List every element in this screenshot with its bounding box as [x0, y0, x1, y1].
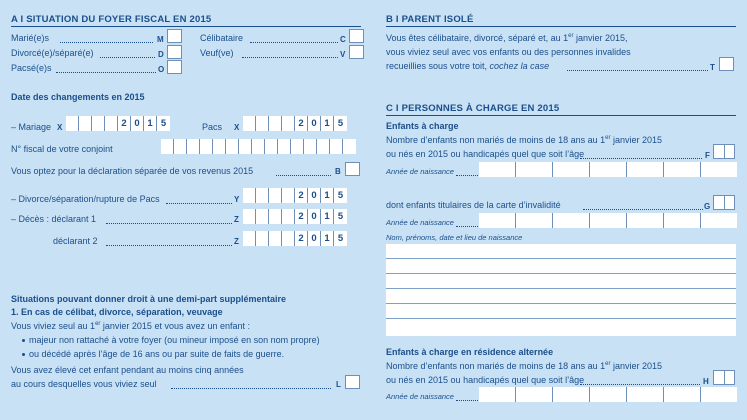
- separate-declaration-label: Vous optez pour la déclaration séparée de vos revenus 2015: [11, 166, 254, 176]
- dots: [106, 245, 232, 246]
- section-a-title: A I SITUATION DU FOYER FISCAL EN 2015: [11, 14, 212, 25]
- annee-naissance-label: Année de naissance: [386, 167, 454, 176]
- code-h: H: [703, 377, 709, 386]
- enfants-count-field[interactable]: [713, 144, 735, 159]
- dots: [567, 70, 708, 71]
- demi-part-title: Situations pouvant donner droit à une demi-part supplémentaire: [11, 294, 287, 304]
- section-c-underline: [386, 115, 736, 116]
- parent-isole-line-3: recueillies sous votre toit, cochez la case: [386, 61, 550, 71]
- eleve-checkbox[interactable]: [345, 375, 360, 389]
- dots: [60, 42, 153, 43]
- enfants-birth-years[interactable]: [479, 162, 737, 177]
- code-z: Z: [234, 237, 239, 246]
- parent-isole-line-1: Vous êtes célibataire, divorcé, séparé et, au 1er janvier 2015,: [386, 33, 628, 43]
- bullet-item-2: ou décédé après l’âge de 16 ans ou par suite de faits de guerre.: [22, 349, 284, 359]
- married-checkbox[interactable]: [167, 29, 182, 43]
- pacs-date-field[interactable]: 2 0 1 5: [243, 116, 347, 131]
- section-b-title: B I PARENT ISOLÉ: [386, 14, 474, 25]
- enfants-title: Enfants à charge: [386, 121, 459, 131]
- eleve-line-1: Vous avez élevé cet enfant pendant au moins cinq années: [11, 365, 244, 375]
- parent-isole-line-2: vous viviez seul avec vos enfants ou des personnes invalides: [386, 47, 631, 57]
- eleve-line-2: au cours desquelles vous viviez seul: [11, 379, 157, 389]
- dots: [580, 158, 702, 159]
- divorced-checkbox[interactable]: [167, 45, 182, 59]
- status-single-label: Célibataire: [200, 33, 244, 43]
- nom-prenoms-label: Nom, prénoms, date et lieu de naissance: [386, 233, 523, 242]
- dots: [242, 57, 338, 58]
- code-l: L: [336, 380, 341, 389]
- deces1-label: – Décès : déclarant 1: [11, 214, 97, 224]
- deces1-date-field[interactable]: 2 0 1 5: [243, 209, 347, 224]
- dots: [250, 42, 338, 43]
- fiscal-number-field[interactable]: [161, 139, 356, 154]
- dots: [583, 209, 703, 210]
- section-a-underline: [11, 26, 361, 27]
- annee-naissance-label-2: Année de naissance: [386, 218, 454, 227]
- dots: [580, 384, 700, 385]
- code-z: Z: [234, 215, 239, 224]
- dots: [166, 203, 232, 204]
- code-x: X: [57, 123, 63, 132]
- dots: [100, 57, 155, 58]
- pacs-date-label: Pacs: [202, 122, 223, 132]
- mariage-date-field[interactable]: 2 0 1 5: [66, 116, 170, 131]
- code-x: X: [234, 123, 240, 132]
- dates-title: Date des changements en 2015: [11, 92, 145, 102]
- separate-declaration-checkbox[interactable]: [345, 162, 360, 176]
- celibat-title: 1. En cas de célibat, divorce, séparation, veuvage: [11, 307, 223, 317]
- single-checkbox[interactable]: [349, 29, 364, 43]
- code-m: M: [157, 35, 164, 44]
- alterne-line-2: ou nés en 2015 ou handicapés quel que soit l’âge: [386, 375, 585, 385]
- bullet-item-1: majeur non rattaché à votre foyer (ou mineur imposé en son nom propre): [22, 335, 320, 345]
- divorce-date-field[interactable]: 2 0 1 5: [243, 188, 347, 203]
- section-b-underline: [386, 26, 736, 27]
- deces2-date-field[interactable]: 2 0 1 5: [243, 231, 347, 246]
- mariage-label: – Mariage: [11, 122, 52, 132]
- invalidite-label: dont enfants titulaires de la carte d’invalidité: [386, 200, 561, 210]
- nom-prenoms-lines[interactable]: [386, 244, 736, 336]
- dots: [171, 388, 331, 389]
- fiscal-number-label: N° fiscal de votre conjoint: [11, 144, 113, 154]
- dots: [456, 400, 478, 401]
- code-g: G: [704, 202, 711, 211]
- dots: [276, 175, 331, 176]
- status-married-label: Marié(e)s: [11, 33, 50, 43]
- invalidite-count-field[interactable]: [713, 195, 735, 210]
- code-b: B: [335, 167, 341, 176]
- annee-naissance-label-3: Année de naissance: [386, 392, 454, 401]
- invalidite-birth-years[interactable]: [479, 213, 737, 228]
- alterne-line-1: Nombre d’enfants non mariés de moins de 18 ans au 1er janvier 2015: [386, 361, 663, 371]
- alterne-count-field[interactable]: [713, 370, 735, 385]
- status-pacs-label: Pacsé(e)s: [11, 63, 52, 73]
- parent-isole-checkbox[interactable]: [719, 57, 734, 71]
- enfants-line-1: Nombre d’enfants non mariés de moins de 18 ans au 1er janvier 2015: [386, 135, 663, 145]
- enfants-line-2: ou nés en 2015 ou handicapés quel que soit l’âge: [386, 149, 585, 159]
- code-d: D: [158, 50, 164, 59]
- vivez-seul-text: Vous viviez seul au 1er janvier 2015 et vous avez un enfant :: [11, 321, 251, 331]
- status-divorced-label: Divorcé(e)/séparé(e): [11, 48, 94, 58]
- residence-alternee-title: Enfants à charge en résidence alternée: [386, 347, 554, 357]
- code-o: O: [158, 65, 165, 74]
- alterne-birth-years[interactable]: [479, 387, 737, 402]
- dots: [456, 226, 478, 227]
- pacs-checkbox[interactable]: [167, 60, 182, 74]
- dots: [106, 223, 232, 224]
- code-c: C: [340, 35, 346, 44]
- code-t: T: [710, 63, 715, 72]
- dots: [456, 175, 478, 176]
- widow-checkbox[interactable]: [349, 45, 364, 59]
- section-c-title: C I PERSONNES À CHARGE EN 2015: [386, 103, 560, 114]
- code-f: F: [705, 151, 710, 160]
- status-widow-label: Veuf(ve): [200, 48, 234, 58]
- dots: [56, 72, 156, 73]
- code-y: Y: [234, 195, 240, 204]
- divorce-label: – Divorce/séparation/rupture de Pacs: [11, 194, 160, 204]
- code-v: V: [340, 50, 346, 59]
- deces2-label: déclarant 2: [53, 236, 98, 246]
